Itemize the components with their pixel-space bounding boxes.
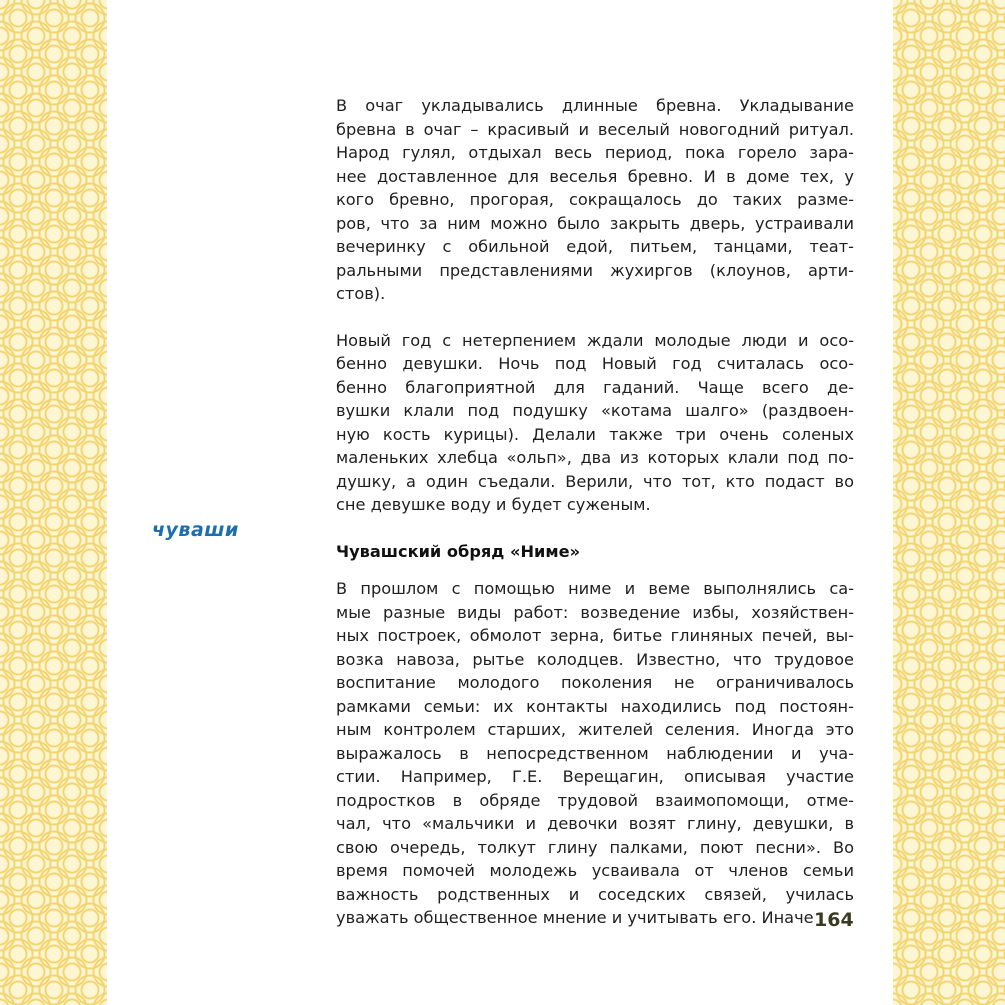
text-line: ральными представлениями жухиргов (клоунов, арти-: [336, 260, 854, 280]
text-line: Народ гулял, отдыхал весь период, пока горело зара-: [336, 143, 854, 162]
text-line: вушки клали под подушку «котама шалго» (раздвоен-: [336, 401, 854, 420]
text-line: ных построек, обмолот зерна, битье глиняных печей, вы-: [336, 626, 854, 645]
text-line: маленьких хлебца «ольп», два из которых клали под по-: [336, 448, 854, 467]
page-number: 164: [814, 909, 854, 931]
text-line: Новый год с нетерпением ждали молодые люди и осо-: [336, 330, 854, 350]
text-line: бенно благоприятной для гаданий. Чаще всего де-: [336, 377, 854, 397]
left-ornament-border: [0, 0, 107, 1005]
text-line: бревна в очаг – красивый и веселый новогодний ритуал.: [336, 119, 854, 139]
text-line: душку, а один съедали. Верили, что тот, кто подаст во: [336, 471, 854, 491]
text-line: воспитание молодого поколения не ограничивалось: [336, 673, 854, 692]
text-line: В прошлом с помощью ниме и веме выполнялись са-: [336, 579, 854, 598]
text-line: возка навоза, рытье колодцев. Известно, что трудовое: [336, 649, 854, 669]
text-line: нее доставленное для веселья бревно. И в доме тех, у: [336, 166, 854, 186]
paragraph-1: [336, 94, 854, 306]
section-paragraph: [336, 577, 854, 930]
text-line: бенно девушки. Ночь под Новый год считалась осо-: [336, 354, 854, 373]
text-line: мые разные виды работ: возведение избы, хозяйствен-: [336, 602, 854, 622]
text-line: сне девушке воду и будет суженым.: [336, 495, 651, 514]
text-line: кого бревно, прогорая, сокращалось до таких разме-: [336, 190, 854, 209]
chapter-side-label: чуваши: [152, 519, 239, 541]
text-line: вечеринку с обильной едой, питьем, танцами, теат-: [336, 237, 854, 256]
text-line: ров, что за ним можно было закрыть дверь, устраивали: [336, 213, 854, 233]
text-line: В очаг укладывались длинные бревна. Укладывание: [336, 96, 854, 115]
text-line: ную кость курицы). Делали также три очень соленых: [336, 424, 854, 444]
text-line: выражалось в непосредственном наблюдении и уча-: [336, 743, 854, 763]
text-line: свою очередь, толкут глину палками, поют песни». Во: [336, 837, 854, 857]
text-line: важность родственных и соседских связей, училась: [336, 884, 854, 904]
text-line: рамками семьи: их контакты находились под постоян-: [336, 696, 854, 716]
right-ornament-border: [893, 0, 1005, 1005]
section-title: Чувашский обряд «Ниме»: [336, 541, 581, 561]
text-line: ным контролем старших, жителей селения. Иногда это: [336, 720, 854, 739]
text-line: стов).: [336, 284, 386, 303]
text-line: подростков в обряде трудовой взаимопомощи, отме-: [336, 790, 854, 810]
text-line: время помочей молодежь усваивала от членов семьи: [336, 861, 854, 880]
text-line: чал, что «мальчики и девочки возят глину, девушки, в: [336, 814, 854, 833]
paragraph-2: [336, 329, 854, 517]
text-line: стии. Например, Г.Е. Верещагин, описывая участие: [336, 767, 854, 786]
text-column: [336, 94, 854, 930]
text-line: уважать общественное мнение и учитывать его. Иначе: [336, 908, 814, 927]
